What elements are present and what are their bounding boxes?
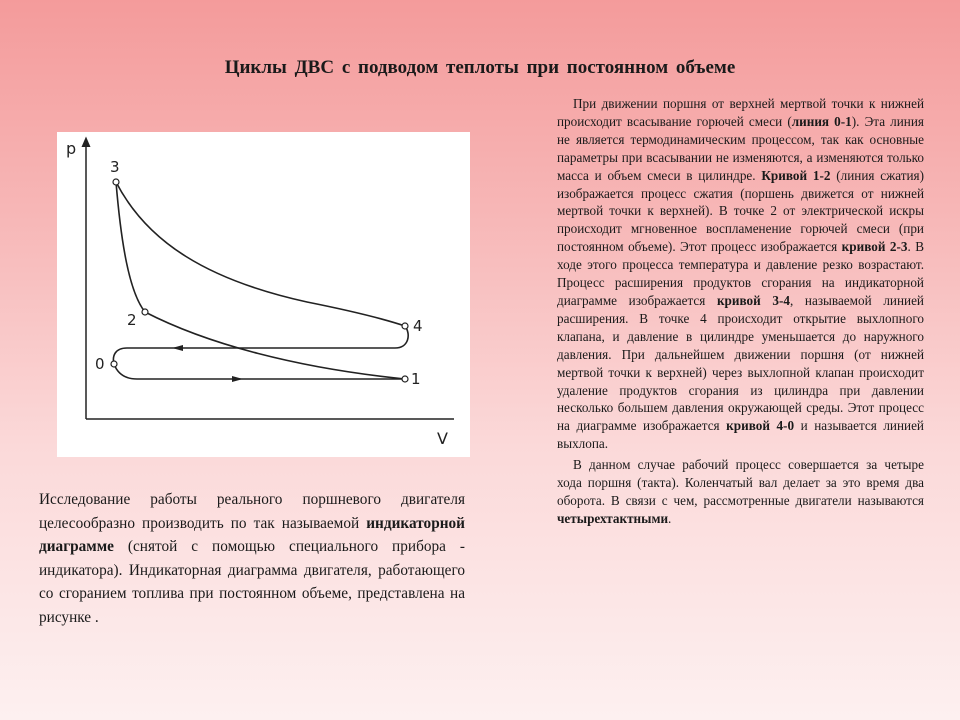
process-description (557, 95, 924, 528)
process-paragraph: При движении поршня от верхней мертвой точки к нижней происходит всасывание горючей смеси (линия 0-1). Эта линия не является термодинамическим процессом, так как основные параметры при всасывании не изменяются, а изменяются только масса и объем смеси в цилиндре. Кривой 1-2 (линия сжатия) изображается процесс сжатия (поршень движется от нижней мертвой точки к верхней). В точке 2 от электрической искры происходит мгновенное воспламенение горючей смеси (при постоянном объеме). Этот процесс изображается кривой 2-3. В ходе этого процесса температура и давление резко возрастают. Процесс расширения продуктов сгорания на индикаторной диаграмме изображается кривой 3-4, называемой линией расширения. В точке 4 происходит открытие выхлопного клапана, и давление в цилиндре уменьшается до наружного давления. При дальнейшем движении поршня (от нижней мертвой точки к верхней) через выхлопной клапан происходит удаление продуктов сгорания из цилиндра при давлении несколько большем давления окружающей среды. Этот процесс на диаграмме изображается кривой 4-0 и называется линией выхлопа. (557, 96, 924, 452)
page-title: Циклы ДВС с подводом теплоты при постоянном объеме (224, 57, 736, 78)
point-4-label: 4 (413, 317, 423, 335)
exhaust-line-4-0 (113, 326, 408, 364)
ignition-curve-2-3 (116, 182, 145, 312)
intake-line-0-1 (114, 364, 405, 379)
expansion-curve-3-4 (116, 182, 405, 326)
point-2-label: 2 (127, 311, 137, 329)
p-axis-label: p (66, 139, 77, 158)
point-3-marker (113, 179, 119, 185)
point-1-label: 1 (411, 370, 421, 388)
point-0-marker (111, 361, 117, 367)
point-1-marker (402, 376, 408, 382)
point-0-label: 0 (95, 355, 105, 373)
compression-curve-1-2 (145, 312, 405, 379)
point-4-marker (402, 323, 408, 329)
conclusion-paragraph: В данном случае рабочий процесс совершается за четыре хода поршня (такта). Коленчатый вал делает за это время два оборота. В связи с чем, рассмотренные двигатели называются четырехтактными. (557, 457, 924, 526)
v-axis-label: V (437, 429, 448, 448)
point-3-label: 3 (110, 158, 120, 176)
point-2-marker (142, 309, 148, 315)
intake-direction-arrow (232, 376, 243, 382)
exhaust-direction-arrow (172, 345, 183, 351)
indicator-diagram (57, 132, 470, 457)
intro-paragraph: Исследование работы реального поршневого двигателя целесообразно производить по так называемой индикаторной диаграмме (снятой с помощью специального прибора - индикатора). Индикаторная диаграмма двигателя, работающего со сгоранием топлива при постоянном объеме, представлена на рисунке . (39, 491, 465, 626)
